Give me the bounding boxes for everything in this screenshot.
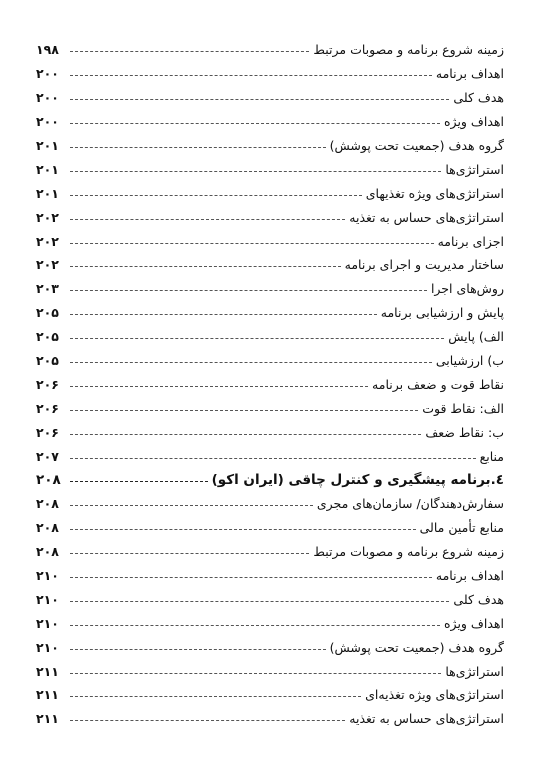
toc-entry[interactable] xyxy=(36,587,504,611)
toc-page-number: ۲۰۶ xyxy=(36,400,59,416)
toc-page-number: ۲۰۸ xyxy=(36,496,59,512)
dotted-leader xyxy=(70,529,416,530)
toc-entry[interactable] xyxy=(36,635,504,659)
toc-entry-title: پایش و ارزشیابی برنامه xyxy=(380,305,504,321)
toc-page-number: ۲۰۸ xyxy=(36,544,59,560)
toc-entry[interactable] xyxy=(36,372,504,396)
dotted-leader xyxy=(70,434,421,435)
toc-entry-title: الف: نقاط قوت xyxy=(422,400,504,416)
dotted-leader xyxy=(70,458,476,459)
toc-entry[interactable] xyxy=(36,707,504,731)
toc-entry-title: الف) پایش xyxy=(448,329,504,345)
toc-entry-title: زمینه شروع برنامه و مصوبات مرتبط xyxy=(313,544,504,560)
dotted-leader xyxy=(70,75,432,76)
toc-page-number: ۲۱۰ xyxy=(36,568,59,584)
toc-page-number: ۲۰۳ xyxy=(36,281,59,297)
dotted-leader xyxy=(70,338,444,339)
toc-entry[interactable] xyxy=(36,229,504,253)
dotted-leader xyxy=(70,649,326,650)
toc-page-number: ۲۰۰ xyxy=(36,114,59,130)
toc-entry-title: استراتژی‌های حساس به تغذیه xyxy=(349,209,504,225)
toc-entry[interactable] xyxy=(36,564,504,588)
toc-entry-title: اهداف ویژه xyxy=(444,114,504,130)
dotted-leader xyxy=(70,290,427,291)
toc-page-number: ۲۰۱ xyxy=(36,161,59,177)
toc-entry[interactable] xyxy=(36,420,504,444)
toc-entry[interactable] xyxy=(36,62,504,86)
toc-entry-title: گروه هدف (جمعیت تحت پوشش) xyxy=(329,138,504,153)
toc-entry[interactable] xyxy=(36,277,504,301)
toc-page-number: ۲۱۱ xyxy=(36,687,59,703)
dotted-leader xyxy=(70,99,449,100)
toc-page-number: ۲۰۰ xyxy=(36,66,59,82)
toc-entry-title: استراتژی‌های ویژه تغذیه‌ای xyxy=(365,687,504,703)
toc-page-number: ۲۱۰ xyxy=(36,591,59,607)
toc-page-number: ۲۱۰ xyxy=(36,615,59,631)
toc-page-number: ۲۱۰ xyxy=(36,639,59,655)
toc-entry-title: منابع xyxy=(479,448,504,464)
toc-entry-title: استراتژی‌ها xyxy=(445,663,504,679)
toc-entry-title: ساختار مدیریت و اجرای برنامه xyxy=(344,257,504,273)
toc-entry[interactable] xyxy=(36,253,504,277)
toc-entry-title: اهداف برنامه xyxy=(435,568,504,584)
toc-page-number: ۲۰۶ xyxy=(36,376,59,392)
toc-page-number: ۲۰۵ xyxy=(36,329,59,345)
dotted-leader xyxy=(70,51,309,52)
toc-entry[interactable] xyxy=(36,38,504,62)
toc-page-number: ۲۰۸ xyxy=(36,471,61,488)
toc-entry[interactable] xyxy=(36,110,504,134)
dotted-leader xyxy=(70,171,441,172)
toc-page-number: ۲۰۸ xyxy=(36,520,59,536)
toc-entry[interactable] xyxy=(36,516,504,540)
toc-page-number: ۲۰۵ xyxy=(36,353,59,369)
dotted-leader xyxy=(70,362,432,363)
dotted-leader xyxy=(70,481,208,482)
dotted-leader xyxy=(70,696,361,697)
toc-entry-title: ب) ارزشیابی xyxy=(435,353,504,369)
toc-page-number: ۲۰۲ xyxy=(36,209,59,225)
dotted-leader xyxy=(70,505,313,506)
toc-entry[interactable] xyxy=(36,325,504,349)
toc-entry[interactable] xyxy=(36,86,504,110)
dotted-leader xyxy=(70,123,440,124)
dotted-leader xyxy=(70,386,368,387)
toc-entry[interactable] xyxy=(36,157,504,181)
toc-page-number: ۱۹۸ xyxy=(36,42,59,58)
toc-entry[interactable] xyxy=(36,659,504,683)
toc-entry-title: هدف کلی xyxy=(453,591,504,607)
toc-page-number: ۲۰۱ xyxy=(36,138,59,153)
toc-entry-title: اجزای برنامه xyxy=(437,233,504,249)
dotted-leader xyxy=(70,219,345,220)
toc-entry-title: سفارش‌دهندگان/ سازمان‌های مجری xyxy=(316,496,504,512)
dotted-leader xyxy=(70,410,418,411)
toc-entry[interactable] xyxy=(36,181,504,205)
toc-entry[interactable] xyxy=(36,396,504,420)
toc-entry-title: ب: نقاط ضعف xyxy=(425,424,504,440)
toc-chapter-heading[interactable] xyxy=(36,468,504,492)
toc-entry[interactable] xyxy=(36,492,504,516)
toc-entry-title: استراتژی‌های حساس به تغذیه xyxy=(349,711,504,727)
toc-entry-title: منابع تأمین مالی xyxy=(419,520,504,536)
dotted-leader xyxy=(70,243,434,244)
toc-entry-title: گروه هدف (جمعیت تحت پوشش) xyxy=(329,639,504,655)
toc-page-number: ۲۰۰ xyxy=(36,90,59,106)
dotted-leader xyxy=(70,147,326,148)
toc-page-number: ۲۱۱ xyxy=(36,663,59,679)
toc-entry[interactable] xyxy=(36,444,504,468)
toc-entry-title: اهداف برنامه xyxy=(435,66,504,82)
toc-entry-title: ٤.برنامه پیشگیری و کنترل چاقی (ایران اکو) xyxy=(211,471,504,488)
toc-entry-title: روش‌های اجرا xyxy=(430,281,504,297)
toc-page-number: ۲۰۷ xyxy=(36,448,59,464)
toc-entry-title: نقاط قوت و ضعف برنامه xyxy=(372,376,504,392)
toc-page-number: ۲۱۱ xyxy=(36,711,59,727)
toc-entry[interactable] xyxy=(36,301,504,325)
dotted-leader xyxy=(70,195,362,196)
toc-entry-title: استراتژی‌های ویژه تغذیهای xyxy=(365,185,504,201)
toc-entry[interactable] xyxy=(36,683,504,707)
dotted-leader xyxy=(70,314,377,315)
toc-entry-title: اهداف ویژه xyxy=(444,615,504,631)
table-of-contents xyxy=(36,38,504,731)
toc-page-number: ۲۰۵ xyxy=(36,305,59,321)
toc-page-number: ۲۰۲ xyxy=(36,233,59,249)
toc-page-number: ۲۰۶ xyxy=(36,424,59,440)
dotted-leader xyxy=(70,625,440,626)
dotted-leader xyxy=(70,601,449,602)
toc-entry[interactable] xyxy=(36,540,504,564)
toc-entry-title: هدف کلی xyxy=(453,90,504,106)
dotted-leader xyxy=(70,577,432,578)
toc-page-number: ۲۰۲ xyxy=(36,257,59,273)
toc-entry-title: استراتژی‌ها xyxy=(445,161,504,177)
toc-entry[interactable] xyxy=(36,134,504,158)
dotted-leader xyxy=(70,553,309,554)
dotted-leader xyxy=(70,720,345,721)
dotted-leader xyxy=(70,673,441,674)
toc-entry[interactable] xyxy=(36,205,504,229)
toc-entry[interactable] xyxy=(36,611,504,635)
toc-page-number: ۲۰۱ xyxy=(36,185,59,201)
toc-entry[interactable] xyxy=(36,349,504,373)
dotted-leader xyxy=(70,266,341,267)
toc-entry-title: زمینه شروع برنامه و مصوبات مرتبط xyxy=(313,42,504,58)
